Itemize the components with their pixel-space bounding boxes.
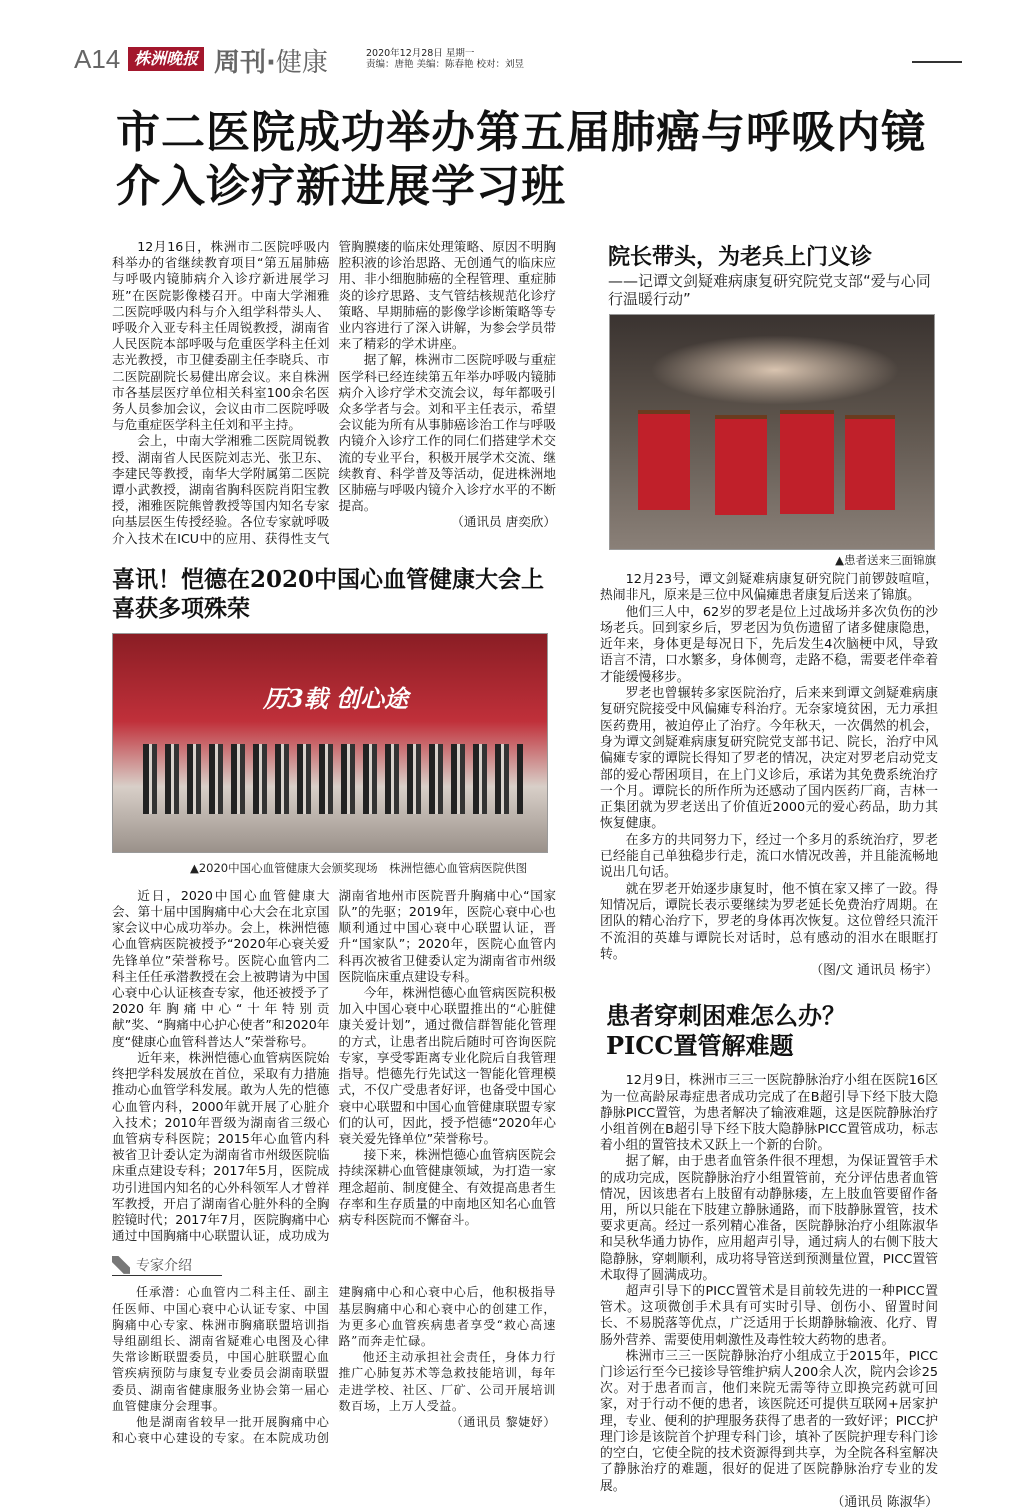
issue-meta: 2020年12月28日 星期一 责编：唐艳 美编：陈春艳 校对：刘昱 bbox=[366, 48, 525, 70]
article2-title: 院长带头，为老兵上门义诊 bbox=[608, 244, 873, 270]
photo-banners bbox=[609, 314, 935, 550]
article4-body: 12月9日，株洲市三三一医院静脉治疗小组在医院16区为一位高龄尿毒症患者成功完成了在B超引导下经下肢大隐静脉PICC置管，为患者解决了输液难题，这是医院静脉治疗小组首例在B超引导下经下肢大隐静脉PICC置管成功，标志着小组的置管技术又跃上一个新的台阶。 据了解，由于患者血管条件很不理想，为保证置管手术的成功完成，医院静脉治疗小组置管前，充分评估患者血管情况，因该患者右上肢留有动静脉瘘，左上肢血管要留作备用，所以只能在下肢建立静脉通路，而下肢静脉置管，技术要求更高。经过一系列精心准备，医院静脉治疗小组陈淑华和吴秋华通力协作，应用超声引导，通过病人的右侧下肢大隐静脉，穿刺顺利，成功将导管送到预测量位置，PICC置管术取得了圆满成功。 超声引导下的PICC置管术是目前较先进的一种PICC置管术。这项微创手术具有可实时引导、创伤小、留置时间长、不易脱落等优点，广泛适用于长期静脉输液、化疗、胃肠外营养、需要使用刺激性及毒性较大药物的患者。 株洲市三三一医院静脉治疗小组成立于2015年，PICC门诊运行至今已接诊导管维护病人200余人次，院内会诊25次。对于患者而言，他们来院无需等待立即换完药就可回家，对于行动不便的患者，该医院还可提供互联网+居家护理，专业、便利的护理服务获得了患者的一致好评；PICC护理门诊是该院首个护理专科门诊，填补了医院护理专科门诊的空白，它使全院的技术资源得到共享，为全院各科室解决了静脉治疗的难题，很好的促进了医院静脉治疗专业的发展。 （通讯员 陈淑华） bbox=[600, 1073, 938, 1510]
expert-body: 任承潜：心血管内二科主任、副主任医师、中国心衰中心认证专家、中国胸痛中心专家、株洲市胸痛联盟培训指导组副组长、湖南省疑难心电图及心律失常诊断联盟委员，中国心脏联盟心血管疾病预防与康复专业委员会湖南联盟委员、湖南省健康服务业协会第一届心血管健康分会理事。 他是湖南省较早一批开展胸痛中心和心衰中心建设的专家。在本院成功创建胸痛中心和心衰中心后，他积极指导基层胸痛中心和心衰中心的创建工作，为更多心血管疾病患者享受“救心高速路”而奔走忙碌。 他还主动承担社会责任，身体力行推广心肺复苏术等急救技能培训，每年走进学校、社区、厂矿、公司开展培训数百场，上万人受益。 （通讯员 黎婕妤） bbox=[112, 1285, 556, 1446]
section-title: 周刊·健康 bbox=[214, 48, 328, 78]
page-number: A14 bbox=[74, 44, 121, 74]
expert-heading: 专家介绍 bbox=[112, 1254, 222, 1276]
article1-body: 12月16日，株洲市二医院呼吸内科举办的省继续教育项目“第五届肺癌与呼吸内镜肺病介入诊疗新进展学习班”在医院影像楼召开。中南大学湘雅二医院呼吸内科与介入组学科带头人、呼吸介入亚专科主任周锐教授，湖南省人民医院本部呼吸与危重医学科主任刘志光教授，市卫健委副主任李晓兵、市二医院副院长易健出席会议。来自株洲市各基层医疗单位相关科室100余名医务人员参加会议，会议由市二医院呼吸与危重症医学科主任刘和平主持。 会上，中南大学湘雅二医院周锐教授、湖南省人民医院刘志光、张卫东、李建民等教授，南华大学附属第二医院谭小武教授，湖南省胸科医院肖阳宝教授，湘雅医院熊曾教授等国内知名专家向基层医生传授经验。各位专家就呼吸介入技术在ICU中的应用、获得性支气管胸膜瘘的临床处理策略、原因不明胸腔积液的诊治思路、无创通气的临床应用、非小细胞肺癌的全程管理、重症肺炎的诊疗思路、支气管结核规范化诊疗策略、早期肺癌的影像学诊断策略等专业内容进行了深入讲解，为参会学员带来了精彩的学术讲座。 据了解，株洲市二医院呼吸与重症医学科已经连续第五年举办呼吸内镜肺病介入诊疗学术交流会议，每年都吸引众多学者与会。刘和平主任表示，希望会议能为所有从事肺癌诊治工作与呼吸内镜介入诊疗工作的同仁们搭建学术交流的专业平台，积极开展学术交流、继续教育、科学普及等活动，促进株洲地区肺癌与呼吸内镜介入诊疗水平的不断提高。 （通讯员 唐奕欣） bbox=[112, 239, 556, 546]
photo-caption: ▲2020中国心血管健康大会颁奖现场 株洲恺德心血管病医院供图 bbox=[190, 860, 528, 875]
article1-title: 市二医院成功举办第五届肺癌与呼吸内镜介入诊疗新进展学习班 bbox=[116, 107, 926, 212]
newspaper-logo: 株洲晚报 bbox=[128, 47, 204, 71]
left-column bbox=[112, 239, 556, 1446]
award-winners bbox=[143, 744, 523, 814]
photo-ceremony bbox=[112, 633, 548, 853]
header-rule bbox=[912, 61, 962, 63]
article3-title: 喜讯！恺德在2020中国心血管健康大会上喜获多项殊荣 bbox=[112, 565, 545, 622]
right-column bbox=[600, 243, 938, 1511]
article2-body: 12月23号，谭文剑疑难病康复研究院门前锣鼓喧喧，热闹非凡，原来是三位中风偏瘫患者康复后送来了锦旗。 他们三人中，62岁的罗老是位上过战场并多次负伤的沙场老兵。回到家乡后，罗老因为负伤遗留了诸多健康隐患，近年来，身体更是每况日下，先后发生4次脑梗中风，导致语言不清，口水繁多，身体侧弯，走路不稳，需要老伴牵着才能缓慢移步。 罗老也曾辗转多家医院治疗，后来来到谭文剑疑难病康复研究院接受中风偏瘫专科治疗。无奈家境贫困，无力承担医药费用，被迫停止了治疗。今年秋天，一次偶然的机会，身为谭文剑疑难病康复研究院党支部书记、院长，治疗中风偏瘫专家的谭院长得知了罗老的情况，决定对罗老启动党支部的爱心帮困项目，在上门义诊后，承诺为其免费系统治疗一个月。谭院长的所作所为还感动了国内医药厂商，吉林一正集团就为罗老送出了价值近2000元的爱心药品，助力其恢复健康。 在多方的共同努力下，经过一个多月的系统治疗，罗老已经能自己单独稳步行走，流口水情况改善，并且能流畅地说出几句话。 就在罗老开始逐步康复时，他不慎在家又摔了一跤。得知情况后，谭院长表示要继续为罗老延长免费治疗周期。在团队的精心治疗下，罗老的身体再次恢复。这位曾经只流汗不流泪的英雄与谭院长对话时，总有感动的泪水在眼眶打转。 （图/文 通讯员 杨宇） bbox=[600, 572, 938, 979]
banner bbox=[845, 415, 895, 510]
stage-banner: 历3载 创心途 bbox=[263, 683, 409, 713]
article3-body: 近日，2020中国心血管健康大会、第十届中国胸痛中心大会在北京国家会议中心成功举办。会上，株洲恺德心血管病医院被授予“2020年心衰关爱先锋单位”荣誉称号。医院心血管内二科主任任承潜教授在会上被聘请为中国心衰中心认证核查专家，他还被授予了2020年胸痛中心“十年特别贡献”奖、“胸痛中心护心使者”和2020年度“健康心血管科普达人”荣誉称号。 近年来，株洲恺德心血管病医院始终把学科发展放在首位，采取有力措施推动心血管学科发展。敢为人先的恺德心血管内科，2000年就开展了心脏介入技术；2010年晋级为湖南省三级心血管病专科医院；2015年心血管内科被省卫计委认定为湖南省市州级医院临床重点建设专科；2017年5月，医院成功引进国内知名的心外科领军人才曾祥军教授，开启了湖南省心脏外科的全胸腔镜时代；2017年7月，医院胸痛中心通过中国胸痛中心联盟认证，成功成为湖南省地州市医院晋升胸痛中心“国家队”的先驱；2019年，医院心衰中心也顺利通过中国心衰中心联盟认证，晋升“国家队”；2020年，医院心血管内科再次被省卫健委认定为湖南省市州级医院临床重点建设专科。 今年，株洲恺德心血管病医院积极加入中国心衰中心联盟推出的“心脏健康关爱计划”，通过微信群智能化管理的方式，让患者出院后随时可咨询医院专家，享受零距离专业化院后自我管理指导。恺德先行先试这一智能化管理模式，不仅广受患者好评，也备受中国心衰中心联盟和中国心血管健康联盟专家们的认可，因此，授予恺德“2020年心衰关爱先锋单位”荣誉称号。 接下来，株洲恺德心血管病医院会持续深耕心血管健康领域，为打造一家理念超前、制度健全、有效提高患者生存率和生存质量的中南地区知名心血管病专科医院而不懈奋斗。 bbox=[112, 887, 556, 1244]
banner bbox=[780, 410, 834, 514]
photo-caption: ▲患者送来三面锦旗 bbox=[835, 553, 936, 567]
article4-title: 患者穿刺困难怎么办？ PICC置管解难题 bbox=[606, 1001, 846, 1061]
arrow-icon bbox=[112, 1256, 130, 1274]
article2-subtitle: ——记谭文剑疑难病康复研究院党支部“爱与心同行温暖行动” bbox=[608, 272, 931, 308]
banner bbox=[638, 410, 690, 510]
banner bbox=[715, 415, 767, 515]
group-of-people bbox=[650, 335, 900, 405]
